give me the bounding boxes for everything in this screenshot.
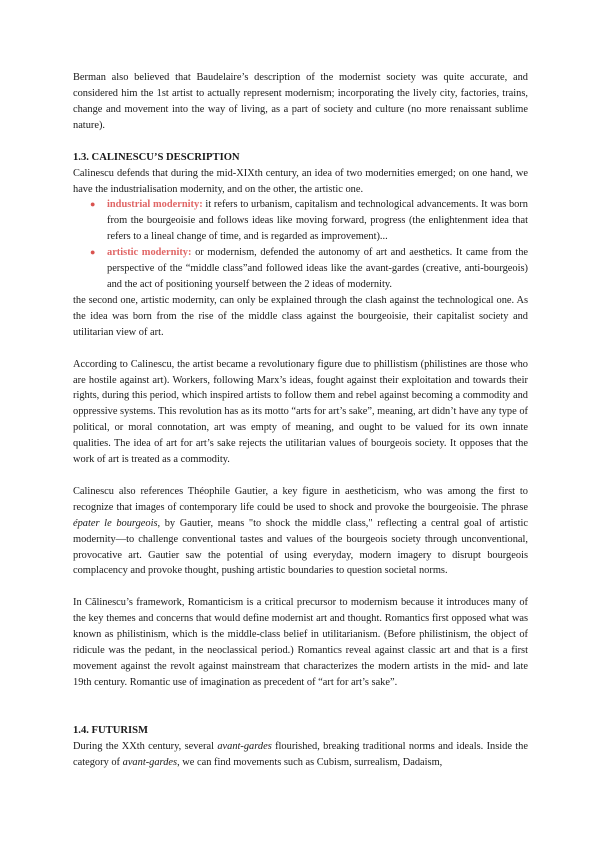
paragraph-romanticism: In Călinescu’s framework, Romanticism is a critical precursor to modernism because it introduces many of the key themes and concerns that would define modernist art and thought. Romantics first opposed what was known as philistinism, which is the middle-class belief in utilitarianism. (Before philistinism, the object of ridicule was the pedant, in the neoclassical period.) Romantics reveal against classic art and that is a first movement against the revolt against mainstream that characterizes the modern artists in the mid- and late 19th century. Romantic use of imagination as precedent of “art for art’s sake”.	[73, 597, 528, 688]
futurism-text-c: , we can find movements such as Cubism, surrealism, Dadaism,	[177, 756, 443, 768]
gautier-text-part2: , by Gautier, means "to shock the middle class," reflecting a central goal of artistic modernity—to challenge conventional tastes and values of the bourgeois society through unconventional, provocative art. Gautier saw the potential of using everyday, modern imagery to disrupt bourgeois complacency and provoke thought, pushing artistic boundaries to question societal norms.	[73, 517, 528, 577]
futurism-em-avant-gardes-2: avant-gardes	[122, 756, 178, 768]
gautier-text-part1: Calinescu also references Théophile Gautier, a key figure in aestheticism, who was among the first to recognize that images of contemporary life could be used to shock and provoke the bourgeoisie. The phrase	[73, 485, 528, 513]
heading-calinescu-description: 1.3. CALINESCU’S DESCRIPTION	[73, 151, 240, 163]
term-industrial-modernity: industrial modernity:	[107, 199, 203, 211]
paragraph-baudelaire: Berman also believed that Baudelaire’s description of the modernist society was quite accurate, and considered him the 1st artist to actually represent modernism; incorporating the lively city, factories, trains, change and movement into the way of living, as a part of society and culture (no more renaissant sublime nature).	[73, 72, 528, 131]
modernities-list	[73, 197, 528, 292]
paragraph-clash: the second one, artistic modernity, can only be explained through the clash against the technological one. As the idea was born from the rise of the middle class against the bourgeoisie, their capitalist society and utilitarian view of art.	[73, 294, 528, 338]
term-artistic-modernity: artistic modernity:	[107, 247, 192, 259]
paragraph-avant-gardes	[73, 739, 528, 771]
bullet-icon: ●	[90, 199, 96, 210]
gautier-phrase: épater le bourgeois	[73, 517, 158, 529]
bullet-icon: ●	[90, 247, 96, 258]
futurism-text-b: flourished, breaking traditional norms and ideals. Inside the category of	[73, 740, 528, 768]
list-item-industrial-modernity	[73, 197, 528, 245]
spacer	[73, 468, 528, 484]
futurism-text-a: During the XXth century, several	[73, 740, 218, 752]
list-item-artistic-modernity	[73, 245, 528, 293]
paragraph-revolutionary-artist: According to Calinescu, the artist became a revolutionary figure due to phillistism (philistines are those who are hostile against art). Workers, following Marx’s ideas, fought against their exploitation and towards their rights, during this period, which inspired artists to follow them and rebel against becoming a commodity and oppressive systems. This revolution has as its motto “arts for art’s sake”, meaning, art didn’t have any type of political, or moral connotation, art was empty of meaning, and ought to be valued for its own innate qualities. The idea of art for art’s sake rejects the utilitarian values of bourgeois society. It opposes that the work of art is treated as a commodity.	[73, 358, 528, 466]
definition-artistic-modernity: or modernism, defended the autonomy of art and aesthetics. It came from the perspective of the “middle class”and followed ideas like the avant-gardes (creative, anti-bourgeois) and the act of positioning yourself between the 2 ideas of modernity.	[107, 247, 529, 290]
paragraph-gautier	[73, 484, 528, 579]
heading-futurism: 1.4. FUTURISM	[73, 724, 149, 736]
document-page	[73, 70, 528, 771]
spacer	[73, 341, 528, 357]
spacer	[73, 691, 528, 723]
futurism-em-avant-gardes: avant-gardes	[217, 740, 272, 752]
spacer	[73, 134, 528, 150]
definition-industrial-modernity: it refers to urbanism, capitalism and technological advancements. It was born from the bourgeoisie and follows ideas like moving forward, progress (the enlightenment idea that refers to a lineal change of time, and is regarded as improvement)...	[107, 199, 529, 243]
paragraph-two-modernities: Calinescu defends that during the mid-XIXth century, an idea of two modernities emerged; on one hand, we have the industrialisation modernity, and on the other, the artistic one.	[73, 167, 528, 195]
spacer	[73, 579, 528, 595]
